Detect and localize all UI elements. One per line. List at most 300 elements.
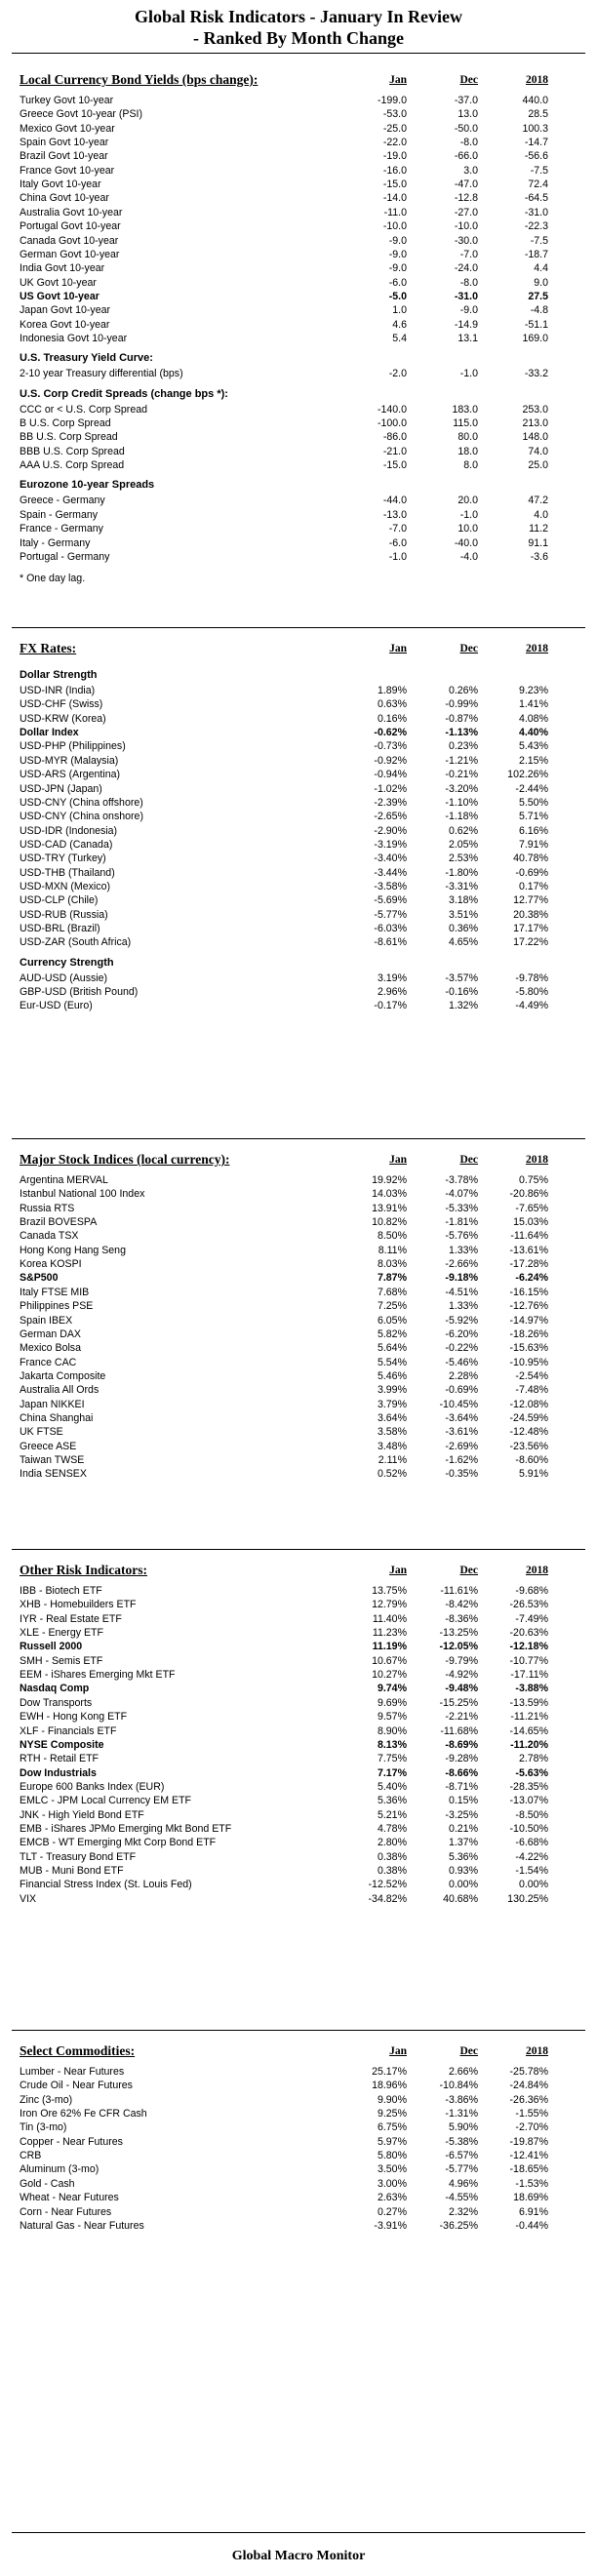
value-jan: -14.0 xyxy=(382,192,407,205)
value-y2018: -12.48% xyxy=(509,1426,548,1439)
row-label: JNK - High Yield Bond ETF xyxy=(20,1808,144,1821)
value-dec: -0.69% xyxy=(445,1384,478,1397)
row-label: Eur-USD (Euro) xyxy=(20,1000,93,1012)
table-row xyxy=(20,1822,548,1836)
value-dec: 13.1 xyxy=(458,333,478,344)
value-y2018: -18.7 xyxy=(524,248,548,260)
column-header-2018: 2018 xyxy=(526,74,548,86)
value-dec: 1.37% xyxy=(448,1837,478,1849)
row-label: RTH - Retail ETF xyxy=(20,1753,100,1765)
row-label: Korea Govt 10-year xyxy=(20,318,110,331)
value-y2018: -64.5 xyxy=(524,192,548,205)
value-dec: -4.51% xyxy=(445,1286,478,1298)
table-row xyxy=(20,276,548,290)
value-y2018: 2.78% xyxy=(518,1753,548,1765)
column-header-2018: 2018 xyxy=(526,1565,548,1576)
value-jan: -2.65% xyxy=(374,811,407,823)
row-label: Canada TSX xyxy=(20,1230,79,1243)
value-y2018: 169.0 xyxy=(522,333,548,344)
table-row xyxy=(20,261,548,275)
value-y2018: -1.53% xyxy=(515,2177,548,2190)
value-y2018: -17.11% xyxy=(510,1669,548,1682)
value-jan: -6.0 xyxy=(388,536,407,549)
value-y2018: -14.7 xyxy=(524,137,548,148)
value-jan: 10.27% xyxy=(372,1669,407,1682)
subheading-currency-strength: Currency Strength xyxy=(20,956,114,969)
value-y2018: 5.43% xyxy=(518,740,548,753)
value-y2018: 5.71% xyxy=(518,811,548,823)
value-jan: -16.0 xyxy=(382,164,407,177)
value-y2018: 253.0 xyxy=(522,403,548,416)
value-dec: -10.84% xyxy=(439,2080,478,2092)
row-label: German Govt 10-year xyxy=(20,248,120,260)
value-dec: -36.25% xyxy=(439,2219,478,2232)
value-y2018: 47.2 xyxy=(528,495,548,507)
row-label: Spain Govt 10-year xyxy=(20,137,109,148)
value-dec: 80.0 xyxy=(458,431,478,444)
value-y2018: -9.68% xyxy=(515,1585,548,1597)
table-row xyxy=(20,1229,548,1243)
value-jan: 5.4 xyxy=(392,333,407,344)
value-y2018: -7.49% xyxy=(515,1612,548,1625)
value-jan: -6.0 xyxy=(388,276,407,289)
value-y2018: 7.91% xyxy=(518,838,548,851)
value-jan: -0.17% xyxy=(374,1000,407,1012)
value-dec: -1.18% xyxy=(445,811,478,823)
value-dec: -12.05% xyxy=(439,1641,478,1653)
value-dec: -2.21% xyxy=(445,1711,478,1724)
table-row xyxy=(20,908,548,922)
value-dec: 8.0 xyxy=(463,459,478,472)
value-jan: 1.0 xyxy=(392,304,407,317)
value-jan: -5.77% xyxy=(374,908,407,921)
value-y2018: -7.5 xyxy=(530,164,548,177)
table-row xyxy=(20,1398,548,1411)
value-y2018: -2.70% xyxy=(515,2121,548,2134)
value-y2018: -4.22% xyxy=(515,1850,548,1863)
table-row xyxy=(20,206,548,219)
value-dec: -1.31% xyxy=(445,2108,478,2120)
row-label: Greece Govt 10-year (PSI) xyxy=(20,108,142,121)
table-row xyxy=(20,971,548,985)
row-label: Brazil Govt 10-year xyxy=(20,150,108,163)
table-row xyxy=(20,1299,548,1313)
row-label: Tin (3-mo) xyxy=(20,2121,67,2134)
table-row xyxy=(20,445,548,458)
value-dec: -9.0 xyxy=(459,304,478,317)
value-dec: -8.0 xyxy=(459,137,478,148)
value-dec: -5.76% xyxy=(445,1230,478,1243)
table-row xyxy=(20,2219,548,2233)
row-label: USD-RUB (Russia) xyxy=(20,908,108,921)
row-label: USD-PHP (Philippines) xyxy=(20,740,126,753)
row-label: GBP-USD (British Pound) xyxy=(20,986,139,998)
report-title: Global Risk Indicators - January In Review xyxy=(134,7,463,26)
value-jan: -53.0 xyxy=(382,108,407,121)
table-row xyxy=(20,1598,548,1611)
value-jan: 10.67% xyxy=(372,1654,407,1667)
value-dec: -3.61% xyxy=(445,1426,478,1439)
table-row xyxy=(20,1187,548,1201)
table-row xyxy=(20,824,548,838)
value-y2018: 1.41% xyxy=(518,698,548,711)
value-y2018: 6.91% xyxy=(518,2205,548,2218)
value-dec: -14.9 xyxy=(454,318,478,331)
value-jan: -100.0 xyxy=(377,417,407,429)
value-dec: -24.0 xyxy=(454,262,478,275)
column-header-2018: 2018 xyxy=(526,1154,548,1166)
table-row xyxy=(20,494,548,507)
value-y2018: -0.69% xyxy=(515,866,548,879)
row-label: USD-CAD (Canada) xyxy=(20,838,113,851)
value-jan: 8.11% xyxy=(378,1244,407,1256)
value-y2018: -5.63% xyxy=(515,1766,548,1779)
value-jan: 0.27% xyxy=(377,2205,407,2218)
value-y2018: -12.41% xyxy=(509,2150,548,2162)
value-dec: -3.25% xyxy=(445,1808,478,1821)
column-header-dec: Dec xyxy=(459,1154,478,1166)
table-row xyxy=(20,1341,548,1355)
value-dec: -40.0 xyxy=(454,536,478,549)
row-label: Greece - Germany xyxy=(20,495,105,507)
table-row xyxy=(20,2120,548,2134)
value-jan: -1.02% xyxy=(374,782,407,795)
value-dec: -1.13% xyxy=(445,727,478,739)
value-dec: -8.69% xyxy=(445,1738,478,1751)
table-row xyxy=(20,1738,548,1752)
value-jan: 9.90% xyxy=(377,2093,407,2106)
value-dec: -8.42% xyxy=(445,1599,478,1611)
row-label: EMCB - WT Emerging Mkt Corp Bond ETF xyxy=(20,1837,217,1849)
table-row xyxy=(20,522,548,535)
row-label: BB U.S. Corp Spread xyxy=(20,431,118,444)
row-label: XHB - Homebuilders ETF xyxy=(20,1599,137,1611)
value-dec: -4.92% xyxy=(445,1669,478,1682)
value-dec: -0.22% xyxy=(445,1342,478,1355)
value-y2018: -1.54% xyxy=(515,1865,548,1877)
value-y2018: -8.60% xyxy=(515,1454,548,1466)
table-row xyxy=(20,985,548,999)
value-dec: 0.62% xyxy=(448,824,478,837)
value-jan: -21.0 xyxy=(382,445,407,457)
value-jan: 4.6 xyxy=(392,318,407,331)
table-row xyxy=(20,1356,548,1369)
table-row xyxy=(20,1257,548,1271)
row-label: Russell 2000 xyxy=(20,1641,83,1653)
table-row xyxy=(20,1215,548,1229)
value-y2018: -6.68% xyxy=(515,1837,548,1849)
row-label: Wheat - Near Futures xyxy=(20,2192,119,2204)
row-label: China Shanghai xyxy=(20,1411,94,1424)
value-jan: -86.0 xyxy=(382,431,407,444)
row-label: Crude Oil - Near Futures xyxy=(20,2080,133,2092)
value-dec: 18.0 xyxy=(458,445,478,457)
value-dec: -1.80% xyxy=(445,866,478,879)
value-y2018: 40.78% xyxy=(513,852,548,865)
value-jan: 5.36% xyxy=(377,1795,407,1807)
value-jan: 5.21% xyxy=(377,1808,407,1821)
row-label: EWH - Hong Kong ETF xyxy=(20,1711,128,1724)
value-y2018: -3.88% xyxy=(515,1683,548,1695)
value-jan: 10.82% xyxy=(372,1216,407,1228)
section-divider xyxy=(12,2532,585,2533)
table-row xyxy=(20,1892,548,1906)
row-label: Dollar Index xyxy=(20,727,79,739)
value-jan: 0.38% xyxy=(377,1850,407,1863)
row-label: Financial Stress Index (St. Louis Fed) xyxy=(20,1879,192,1891)
row-label: Italy - Germany xyxy=(20,536,91,549)
row-label: Canada Govt 10-year xyxy=(20,234,119,247)
value-y2018: 91.1 xyxy=(528,536,548,549)
value-dec: -3.86% xyxy=(445,2093,478,2106)
column-header-2018: 2018 xyxy=(526,643,548,654)
table-row xyxy=(20,303,548,317)
value-dec: -8.0 xyxy=(459,276,478,289)
value-jan: -19.0 xyxy=(382,150,407,163)
footer-brand: Global Macro Monitor xyxy=(231,2549,366,2563)
row-label: Corn - Near Futures xyxy=(20,2205,112,2218)
value-dec: -1.10% xyxy=(445,796,478,809)
value-y2018: -2.54% xyxy=(515,1369,548,1382)
value-jan: 5.82% xyxy=(377,1328,407,1340)
subheading-u-s-treasury-yield-curve: U.S. Treasury Yield Curve: xyxy=(20,352,153,365)
table-row xyxy=(20,782,548,796)
subheading-u-s-corp-credit-spreads-change-bps: U.S. Corp Credit Spreads (change bps *): xyxy=(20,387,228,400)
section-heading-local-currency-bond-yields-bps-change: Local Currency Bond Yields (bps change): xyxy=(20,72,259,87)
section-divider xyxy=(12,2030,585,2031)
section-heading-other-risk-indicators: Other Risk Indicators: xyxy=(20,1563,148,1577)
value-y2018: 25.0 xyxy=(528,459,548,472)
value-jan: -8.61% xyxy=(374,936,407,949)
value-jan: -5.0 xyxy=(388,290,407,302)
row-label: USD-MXN (Mexico) xyxy=(20,880,110,892)
value-dec: 2.53% xyxy=(448,852,478,865)
row-label: Italy Govt 10-year xyxy=(20,178,101,191)
value-dec: -3.78% xyxy=(445,1174,478,1186)
value-dec: 40.68% xyxy=(443,1892,478,1905)
value-dec: 3.51% xyxy=(448,908,478,921)
value-jan: -15.0 xyxy=(382,459,407,472)
column-header-dec: Dec xyxy=(459,2045,478,2057)
row-label: IYR - Real Estate ETF xyxy=(20,1612,122,1625)
value-y2018: -20.86% xyxy=(509,1188,548,1201)
value-jan: -6.03% xyxy=(374,923,407,934)
value-dec: -5.92% xyxy=(445,1314,478,1327)
value-y2018: -10.50% xyxy=(509,1822,548,1835)
value-dec: -4.07% xyxy=(445,1188,478,1201)
value-y2018: -31.0 xyxy=(524,206,548,218)
value-y2018: -3.6 xyxy=(530,550,548,563)
value-dec: 0.00% xyxy=(448,1879,478,1891)
value-jan: 5.46% xyxy=(377,1369,407,1382)
value-dec: 0.26% xyxy=(448,685,478,696)
table-row xyxy=(20,684,548,697)
value-dec: -27.0 xyxy=(454,206,478,218)
value-dec: 20.0 xyxy=(458,495,478,507)
row-label: Iron Ore 62% Fe CFR Cash xyxy=(20,2108,147,2120)
table-row xyxy=(20,122,548,136)
value-jan: 2.63% xyxy=(377,2192,407,2204)
table-row xyxy=(20,754,548,768)
value-dec: 13.0 xyxy=(458,108,478,121)
value-dec: 2.32% xyxy=(448,2205,478,2218)
table-row xyxy=(20,430,548,444)
value-jan: -0.94% xyxy=(374,769,407,781)
row-label: XLE - Energy ETF xyxy=(20,1627,103,1639)
table-row xyxy=(20,136,548,149)
table-row xyxy=(20,1453,548,1467)
row-label: TLT - Treasury Bond ETF xyxy=(20,1850,137,1863)
value-jan: 6.75% xyxy=(377,2121,407,2134)
value-dec: 2.05% xyxy=(448,838,478,851)
value-y2018: -13.07% xyxy=(509,1795,548,1807)
row-label: Aluminum (3-mo) xyxy=(20,2163,100,2176)
table-row xyxy=(20,1864,548,1878)
value-dec: -5.33% xyxy=(445,1202,478,1214)
row-label: Indonesia Govt 10-year xyxy=(20,333,128,344)
value-jan: 7.75% xyxy=(377,1753,407,1765)
table-row xyxy=(20,1780,548,1794)
value-y2018: -15.63% xyxy=(509,1342,548,1355)
value-dec: -15.25% xyxy=(439,1696,478,1709)
row-label: IBB - Biotech ETF xyxy=(20,1585,102,1597)
table-row xyxy=(20,1202,548,1215)
value-y2018: -13.59% xyxy=(509,1696,548,1709)
value-jan: 5.80% xyxy=(377,2150,407,2162)
value-dec: -11.61% xyxy=(440,1585,478,1597)
table-row xyxy=(20,164,548,178)
row-label: Brazil BOVESPA xyxy=(20,1216,98,1228)
row-label: XLF - Financials ETF xyxy=(20,1724,117,1737)
row-label: India SENSEX xyxy=(20,1468,87,1481)
row-label: USD-ARS (Argentina) xyxy=(20,769,121,781)
value-jan: -3.19% xyxy=(374,838,407,851)
row-label: USD-INR (India) xyxy=(20,685,96,696)
value-y2018: -8.50% xyxy=(515,1808,548,1821)
table-row xyxy=(20,1836,548,1849)
value-y2018: 148.0 xyxy=(522,431,548,444)
row-label: USD-CLP (Chile) xyxy=(20,894,99,907)
table-row xyxy=(20,1173,548,1187)
row-label: USD-TRY (Turkey) xyxy=(20,852,106,865)
value-jan: 13.75% xyxy=(372,1585,407,1597)
value-dec: 0.36% xyxy=(448,923,478,934)
value-jan: 25.17% xyxy=(372,2066,407,2078)
value-jan: 6.05% xyxy=(377,1314,407,1327)
value-jan: 8.90% xyxy=(377,1724,407,1737)
value-dec: 0.93% xyxy=(448,1865,478,1877)
title-divider xyxy=(12,53,585,54)
row-label: USD-THB (Thailand) xyxy=(20,866,115,879)
value-dec: 115.0 xyxy=(453,417,478,429)
value-y2018: -16.15% xyxy=(509,1286,548,1298)
value-jan: 0.38% xyxy=(377,1865,407,1877)
value-jan: 18.96% xyxy=(372,2080,407,2092)
value-y2018: 213.0 xyxy=(522,417,548,429)
row-label: Istanbul National 100 Index xyxy=(20,1188,145,1201)
value-dec: -1.21% xyxy=(445,754,478,767)
value-y2018: -10.77% xyxy=(509,1654,548,1667)
table-row xyxy=(20,403,548,416)
value-dec: -30.0 xyxy=(454,234,478,247)
value-jan: 5.97% xyxy=(377,2135,407,2148)
value-dec: -1.62% xyxy=(445,1454,478,1466)
row-label: USD-CHF (Swiss) xyxy=(20,698,103,711)
row-label: Natural Gas - Near Futures xyxy=(20,2219,144,2232)
table-row xyxy=(20,367,548,380)
value-y2018: -33.2 xyxy=(524,368,548,380)
value-jan: 3.79% xyxy=(377,1398,407,1410)
table-row xyxy=(20,893,548,907)
table-row xyxy=(20,2162,548,2176)
table-row xyxy=(20,1808,548,1822)
value-dec: 3.0 xyxy=(463,164,478,177)
value-y2018: 102.26% xyxy=(507,769,548,781)
table-row xyxy=(20,838,548,852)
row-label: Russia RTS xyxy=(20,1202,75,1214)
value-jan: 14.03% xyxy=(372,1188,407,1201)
value-dec: -9.18% xyxy=(445,1272,478,1285)
column-header-dec: Dec xyxy=(459,643,478,654)
table-row xyxy=(20,1467,548,1481)
value-jan: -2.0 xyxy=(388,368,407,380)
table-row xyxy=(20,922,548,935)
value-y2018: -2.44% xyxy=(515,782,548,795)
row-label: Japan NIKKEI xyxy=(20,1398,85,1410)
table-row xyxy=(20,1271,548,1285)
value-y2018: -12.76% xyxy=(509,1300,548,1313)
table-row xyxy=(20,2149,548,2162)
column-header-dec: Dec xyxy=(459,1565,478,1576)
row-label: VIX xyxy=(20,1892,37,1905)
row-label: Australia Govt 10-year xyxy=(20,206,123,218)
value-y2018: 17.22% xyxy=(513,936,548,949)
value-y2018: -51.1 xyxy=(524,318,548,331)
value-y2018: 27.5 xyxy=(528,290,548,302)
value-jan: -25.0 xyxy=(382,122,407,135)
column-header-2018: 2018 xyxy=(526,2045,548,2057)
row-label: Portugal - Germany xyxy=(20,550,110,563)
value-jan: 2.96% xyxy=(377,986,407,998)
value-y2018: -12.08% xyxy=(509,1398,548,1410)
table-row xyxy=(20,2093,548,2107)
table-row xyxy=(20,768,548,781)
table-row xyxy=(20,1612,548,1626)
value-jan: 11.23% xyxy=(372,1627,407,1639)
value-dec: 5.36% xyxy=(448,1850,478,1863)
value-y2018: 100.3 xyxy=(522,122,548,135)
value-jan: 0.52% xyxy=(377,1468,407,1481)
value-dec: -3.20% xyxy=(445,782,478,795)
value-y2018: -26.53% xyxy=(509,1599,548,1611)
row-label: USD-ZAR (South Africa) xyxy=(20,936,132,949)
value-y2018: 130.25% xyxy=(507,1892,548,1905)
row-label: German DAX xyxy=(20,1328,81,1340)
table-row xyxy=(20,318,548,332)
value-jan: -22.0 xyxy=(382,137,407,148)
value-y2018: 4.4 xyxy=(534,262,548,275)
table-row xyxy=(20,1369,548,1383)
table-row xyxy=(20,248,548,261)
value-y2018: -9.78% xyxy=(515,971,548,984)
table-row xyxy=(20,1724,548,1738)
value-jan: 9.69% xyxy=(377,1696,407,1709)
value-dec: -9.48% xyxy=(445,1683,478,1695)
table-row xyxy=(20,149,548,163)
value-jan: -9.0 xyxy=(388,248,407,260)
value-y2018: -24.59% xyxy=(509,1411,548,1424)
value-jan: -0.73% xyxy=(374,740,407,753)
